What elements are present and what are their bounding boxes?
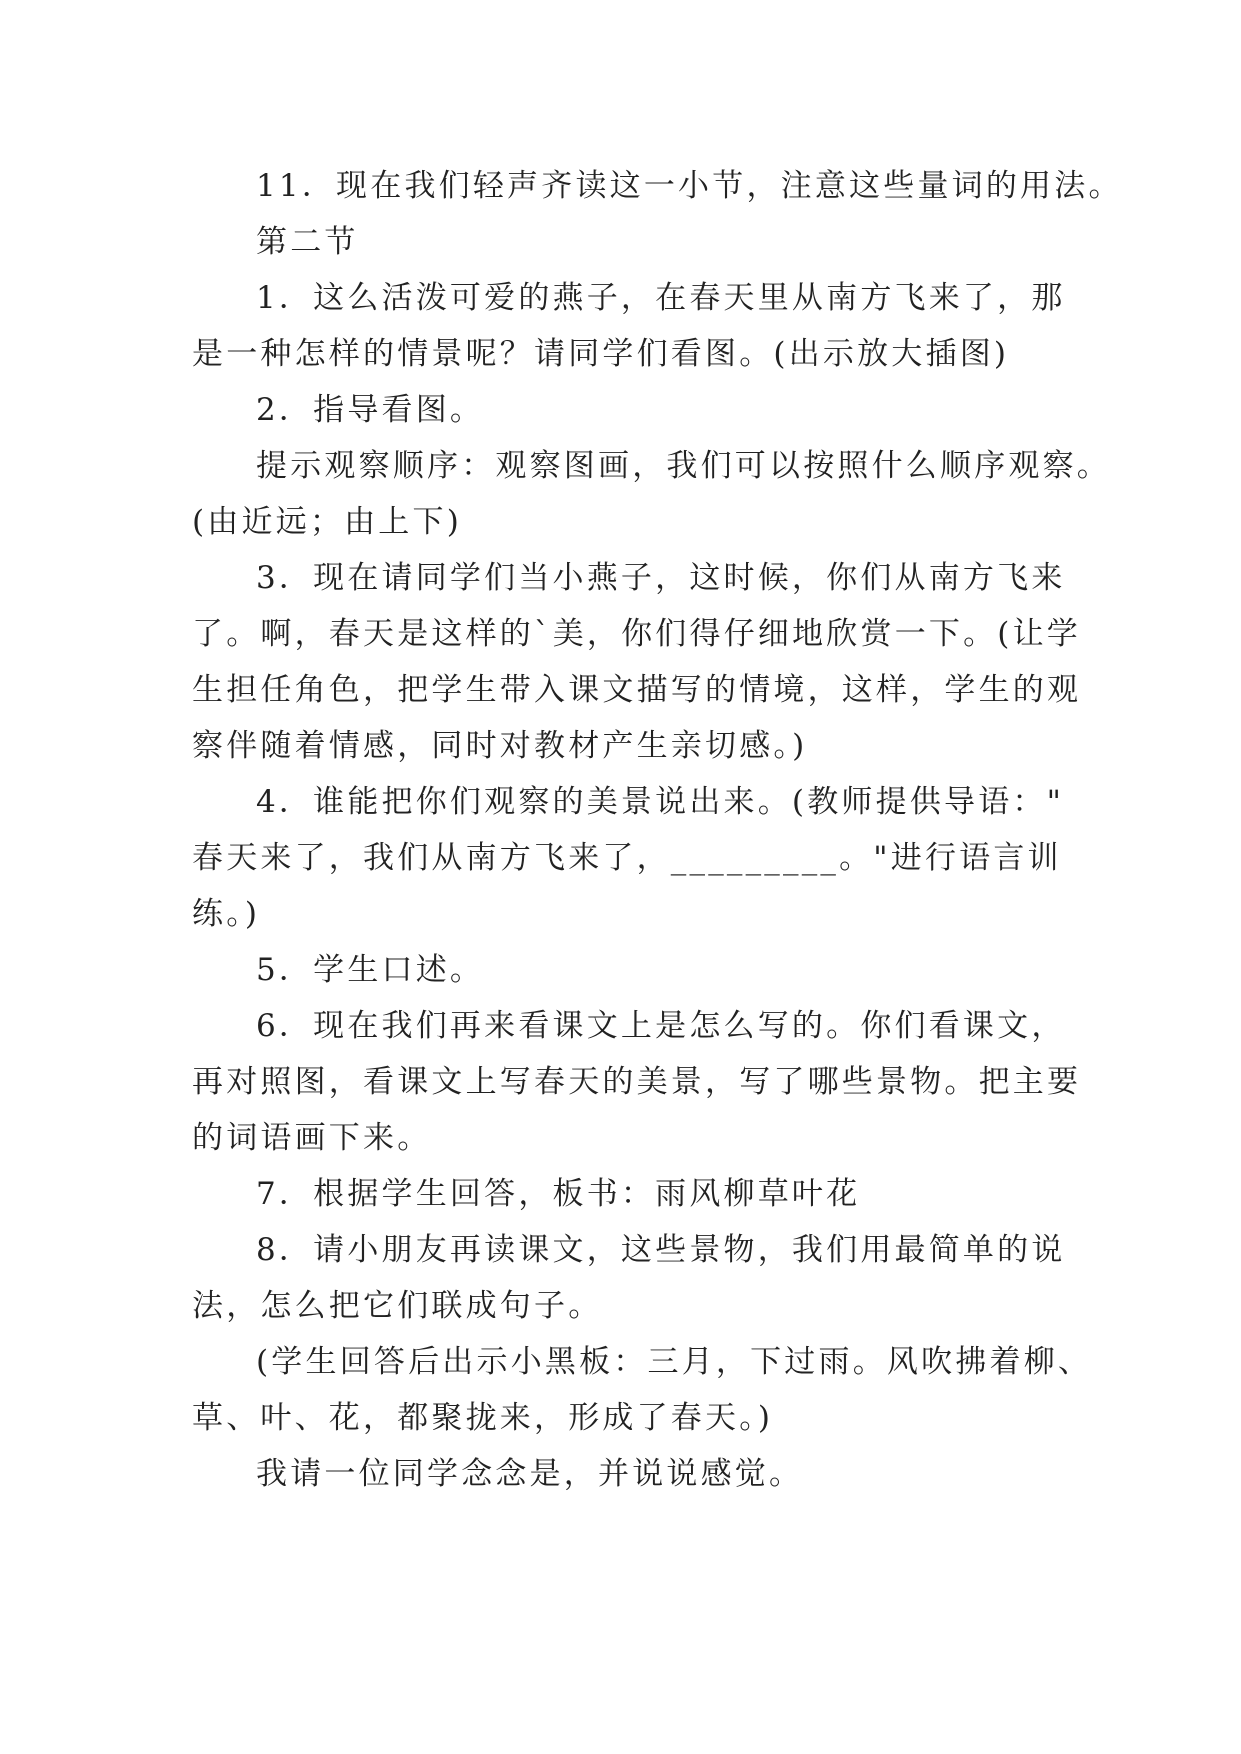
- paragraph-line: 了。啊，春天是这样的`美，你们得仔细地欣赏一下。(让学: [192, 616, 1081, 652]
- paragraph-line: 11．现在我们轻声齐读这一小节，注意这些量词的用法。: [256, 168, 1123, 204]
- paragraph-line: 4．谁能把你们观察的美景说出来。(教师提供导语：": [256, 784, 1065, 820]
- paragraph-line: 6．现在我们再来看课文上是怎么写的。你们看课文，: [256, 1008, 1066, 1044]
- paragraph-line: 再对照图，看课文上写春天的美景，写了哪些景物。把主要: [192, 1064, 1082, 1100]
- paragraph-line: 我请一位同学念念是，并说说感觉。: [256, 1456, 804, 1492]
- paragraph-line: 法，怎么把它们联成句子。: [192, 1288, 603, 1324]
- paragraph-line: (由近远；由上下): [192, 504, 462, 540]
- paragraph-line: 5．学生口述。: [256, 952, 485, 988]
- paragraph-line: 7．根据学生回答，板书：雨风柳草叶花: [256, 1176, 861, 1212]
- paragraph-line: 练。): [192, 896, 261, 932]
- paragraph-line: 的词语画下来。: [192, 1120, 432, 1156]
- document-body: [192, 158, 1123, 1502]
- paragraph-line: 生担任角色，把学生带入课文描写的情境，这样，学生的观: [192, 672, 1082, 708]
- paragraph-line: 提示观察顺序：观察图画，我们可以按照什么顺序观察。: [256, 448, 1111, 484]
- paragraph-line: 春天来了，我们从南方飞来了，_________。"进行语言训: [192, 840, 1062, 876]
- paragraph-line: 草、叶、花，都聚拢来，形成了春天。): [192, 1400, 774, 1436]
- paragraph-line: 8．请小朋友再读课文，这些景物，我们用最简单的说: [256, 1232, 1066, 1268]
- paragraph-line: 是一种怎样的情景呢？请同学们看图。(出示放大插图): [192, 336, 1010, 372]
- paragraph-line: (学生回答后出示小黑板：三月，下过雨。风吹拂着柳、: [256, 1344, 1093, 1380]
- paragraph-line: 1．这么活泼可爱的燕子，在春天里从南方飞来了，那: [256, 280, 1066, 316]
- paragraph-line: 察伴随着情感，同时对教材产生亲切感。): [192, 728, 808, 764]
- paragraph-line: 3．现在请同学们当小燕子，这时候，你们从南方飞来: [256, 560, 1066, 596]
- paragraph-line: 2．指导看图。: [256, 392, 485, 428]
- section-heading: 第二节: [256, 224, 359, 260]
